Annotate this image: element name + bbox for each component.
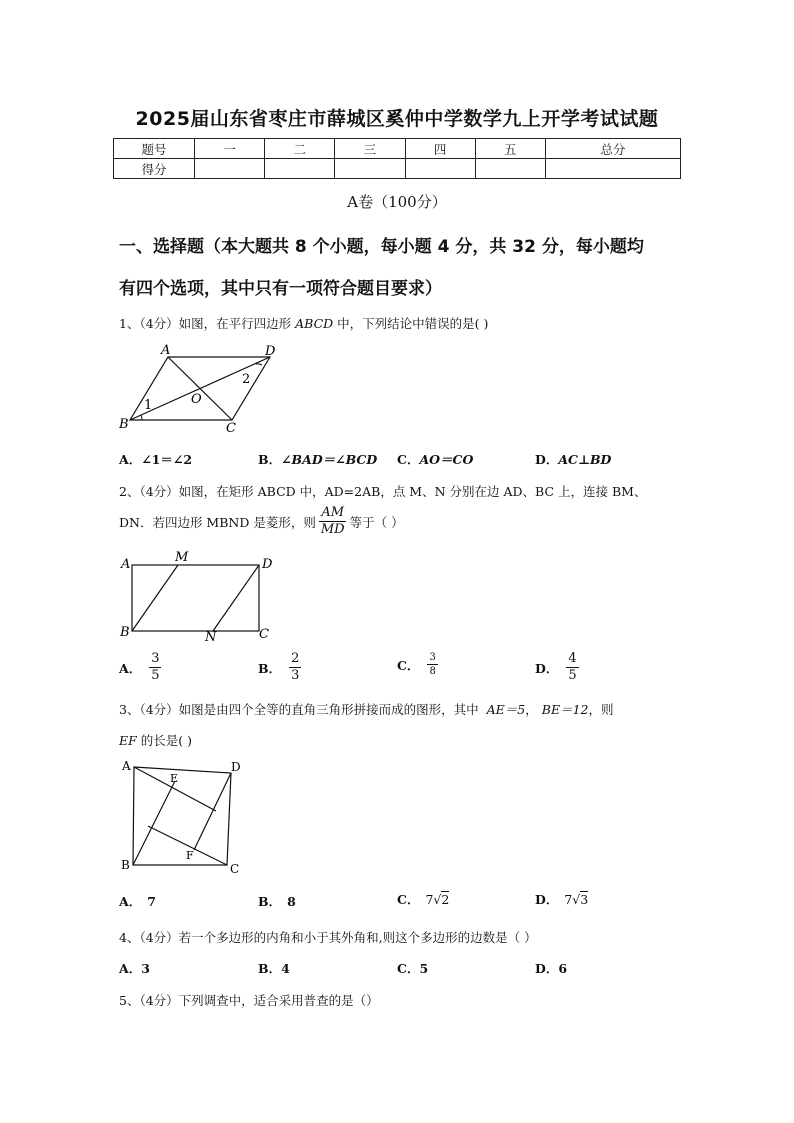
q3-option-c[interactable]: [397, 890, 449, 908]
q2-option-b[interactable]: [258, 651, 301, 684]
question-4-text: 4、（4分）若一个多边形的内角和小于其外角和,则这个多边形的边数是（ ）: [119, 930, 537, 945]
q3-option-b-letter: B．: [258, 894, 282, 909]
q3-option-d-radicand: 3: [580, 892, 589, 907]
q2-option-a-letter: A．: [119, 660, 142, 676]
fig1-label-c: C: [226, 421, 236, 435]
sqrt-sign-icon: √: [433, 891, 442, 907]
fig3-label-b: B: [121, 858, 130, 872]
fig3-label-a: A: [122, 759, 131, 773]
q2-option-d[interactable]: [535, 651, 579, 684]
fig3-label-d: D: [231, 760, 241, 774]
q2-option-c[interactable]: [397, 651, 438, 678]
question-2-line2-pre: DN．若四边形 MBND 是菱形，则: [119, 514, 316, 530]
question-5-text: 5、（4分）下列调查中，适合采用普查的是（）: [119, 993, 379, 1008]
fig1-label-o: O: [191, 392, 202, 407]
q1-option-b[interactable]: [258, 450, 377, 468]
section-a-subtitle: A卷（100分）: [347, 193, 447, 211]
q4-option-a-text: 3: [141, 961, 150, 976]
q2-option-b-letter: B．: [258, 660, 282, 676]
question-3-ef: EF: [119, 733, 137, 748]
question-3-line1: 3、（4分）如图是由四个全等的直角三角形拼接而成的图形，其中 AE＝5， BE＝12，则: [119, 702, 614, 717]
q4-option-b-text: 4: [281, 961, 290, 976]
q1-option-d-letter: D．: [535, 452, 559, 467]
four-triangles-square-figure: [112, 755, 252, 880]
question-3-line1-pre: 3、（4分）如图是由四个全等的直角三角形拼接而成的图形，其中: [119, 702, 479, 717]
score-input-cell[interactable]: [335, 159, 405, 179]
fraction-denominator: 5: [568, 668, 577, 683]
score-header-cell: 一: [195, 139, 265, 159]
score-header-cell: 总分: [545, 139, 680, 159]
score-row-label: 得分: [114, 159, 195, 179]
q3-option-c-radicand: 2: [441, 892, 450, 907]
q4-option-d-letter: D．: [535, 961, 559, 976]
fig2-label-a: A: [121, 557, 131, 572]
fig3-label-e: E: [170, 772, 179, 785]
q1-option-c-letter: C．: [397, 452, 420, 467]
q1-option-d-text: AC⊥BD: [558, 452, 612, 467]
q3-option-d[interactable]: [535, 890, 588, 908]
q4-option-c-text: 5: [419, 961, 429, 976]
fig2-label-d: D: [262, 557, 273, 572]
question-1-prefix: 1、（4分）如图，在平行四边形: [119, 316, 292, 331]
q2-option-c-letter: C．: [397, 657, 420, 673]
q4-option-a-letter: A．: [119, 961, 142, 976]
q1-option-b-text: ∠BAD＝∠BCD: [281, 452, 378, 467]
fig2-label-c: C: [259, 627, 269, 642]
fig1-label-b: B: [119, 417, 129, 432]
q2-option-a-fraction: [149, 651, 161, 684]
q2-option-d-letter: D．: [535, 660, 559, 676]
fig3-label-f: F: [186, 849, 194, 862]
q2-option-b-fraction: [289, 651, 301, 684]
question-1-variable: ABCD: [295, 316, 334, 331]
q4-option-c-letter: C．: [397, 961, 420, 976]
q4-option-b-letter: B．: [258, 961, 282, 976]
score-table: [113, 138, 681, 179]
q3-option-c-letter: C．: [397, 892, 420, 907]
score-input-cell[interactable]: [545, 159, 680, 179]
question-2-line1: 2、（4分）如图，在矩形 ABCD 中，AD=2AB，点 M、N 分别在边 AD、BC 上，连接 BM、: [119, 484, 647, 499]
q1-option-a-letter: A．: [119, 452, 142, 467]
question-2-fraction-num: AM: [321, 505, 345, 520]
q4-option-d-text: 6: [558, 961, 568, 976]
q4-option-d[interactable]: [535, 959, 567, 977]
question-3-line2-post: 的长是( ): [136, 733, 193, 748]
q3-option-a-letter: A．: [119, 894, 142, 909]
q2-option-c-fraction: [427, 651, 437, 678]
score-header-cell: 三: [335, 139, 405, 159]
fig3-label-c: C: [230, 862, 240, 876]
section-heading-line2: 有四个选项，其中只有一项符合题目要求）: [119, 279, 442, 299]
q3-option-a[interactable]: [119, 892, 156, 910]
fig2-label-n: N: [205, 630, 217, 644]
rectangle-rhombus-figure: [112, 548, 282, 644]
question-1-text: [119, 314, 488, 332]
fig1-label-d: D: [265, 344, 276, 359]
question-1-suffix: 中，下列结论中错误的是( ): [333, 316, 489, 331]
q1-option-c-text: AO＝CO: [419, 452, 474, 467]
fig1-label-angle2: 2: [242, 372, 251, 387]
fraction-numerator: 4: [568, 651, 577, 666]
fraction-numerator: 3: [429, 652, 436, 663]
fraction-denominator: 3: [291, 668, 300, 683]
q2-option-d-fraction: [566, 651, 578, 684]
q3-option-a-text: 7: [147, 894, 156, 909]
q1-option-c[interactable]: [397, 450, 473, 468]
score-input-cell[interactable]: [405, 159, 475, 179]
fig2-label-m: M: [175, 550, 189, 565]
question-3-line1-post: ，则: [588, 702, 614, 717]
question-3-be: BE＝12: [541, 702, 589, 717]
score-input-cell[interactable]: [475, 159, 545, 179]
q4-option-a[interactable]: [119, 959, 150, 977]
question-3-line2: [119, 731, 192, 749]
section-heading-line1: 一、选择题（本大题共 8 个小题，每小题 4 分，共 32 分，每小题均: [119, 237, 644, 257]
fig2-label-b: B: [120, 625, 130, 640]
exam-title: 2025届山东省枣庄市薛城区奚仲中学数学九上开学考试试题: [135, 108, 659, 130]
q1-option-b-letter: B．: [258, 452, 282, 467]
question-2-line2: [119, 505, 404, 538]
q4-option-b[interactable]: [258, 959, 290, 977]
sqrt-sign-icon: √: [572, 891, 581, 907]
score-header-cell: 四: [405, 139, 475, 159]
score-input-cell[interactable]: [265, 159, 335, 179]
fraction-denominator: 8: [429, 666, 436, 677]
q1-option-a-text: ∠1＝∠2: [141, 452, 193, 467]
fraction-numerator: 3: [151, 651, 160, 666]
question-3-ae: AE＝5: [486, 702, 526, 717]
score-header-cell: 二: [265, 139, 335, 159]
q1-option-d[interactable]: [535, 450, 611, 468]
fig1-label-a: A: [161, 343, 171, 358]
score-header-cell: 五: [475, 139, 545, 159]
q4-option-c[interactable]: [397, 959, 428, 977]
question-2-fraction-den: MD: [320, 522, 345, 537]
score-input-cell[interactable]: [195, 159, 265, 179]
q3-option-b[interactable]: [258, 892, 296, 910]
q3-option-b-text: 8: [287, 894, 296, 909]
parallelogram-figure: [112, 340, 282, 435]
q2-option-a[interactable]: [119, 651, 161, 684]
score-header-cell: 题号: [114, 139, 195, 159]
question-2-line2-post: 等于（ ）: [349, 514, 404, 530]
q3-option-d-letter: D．: [535, 892, 559, 907]
score-table-header-row: [114, 139, 681, 159]
question-2-fraction: [319, 505, 347, 538]
fraction-denominator: 5: [151, 668, 160, 683]
fig1-label-angle1: 1: [144, 398, 153, 413]
score-table-score-row: [114, 159, 681, 179]
q3-option-d-coef: 7: [564, 891, 573, 907]
q3-option-c-coef: 7: [425, 891, 434, 907]
fraction-numerator: 2: [291, 651, 300, 666]
q1-option-a[interactable]: [119, 450, 192, 468]
